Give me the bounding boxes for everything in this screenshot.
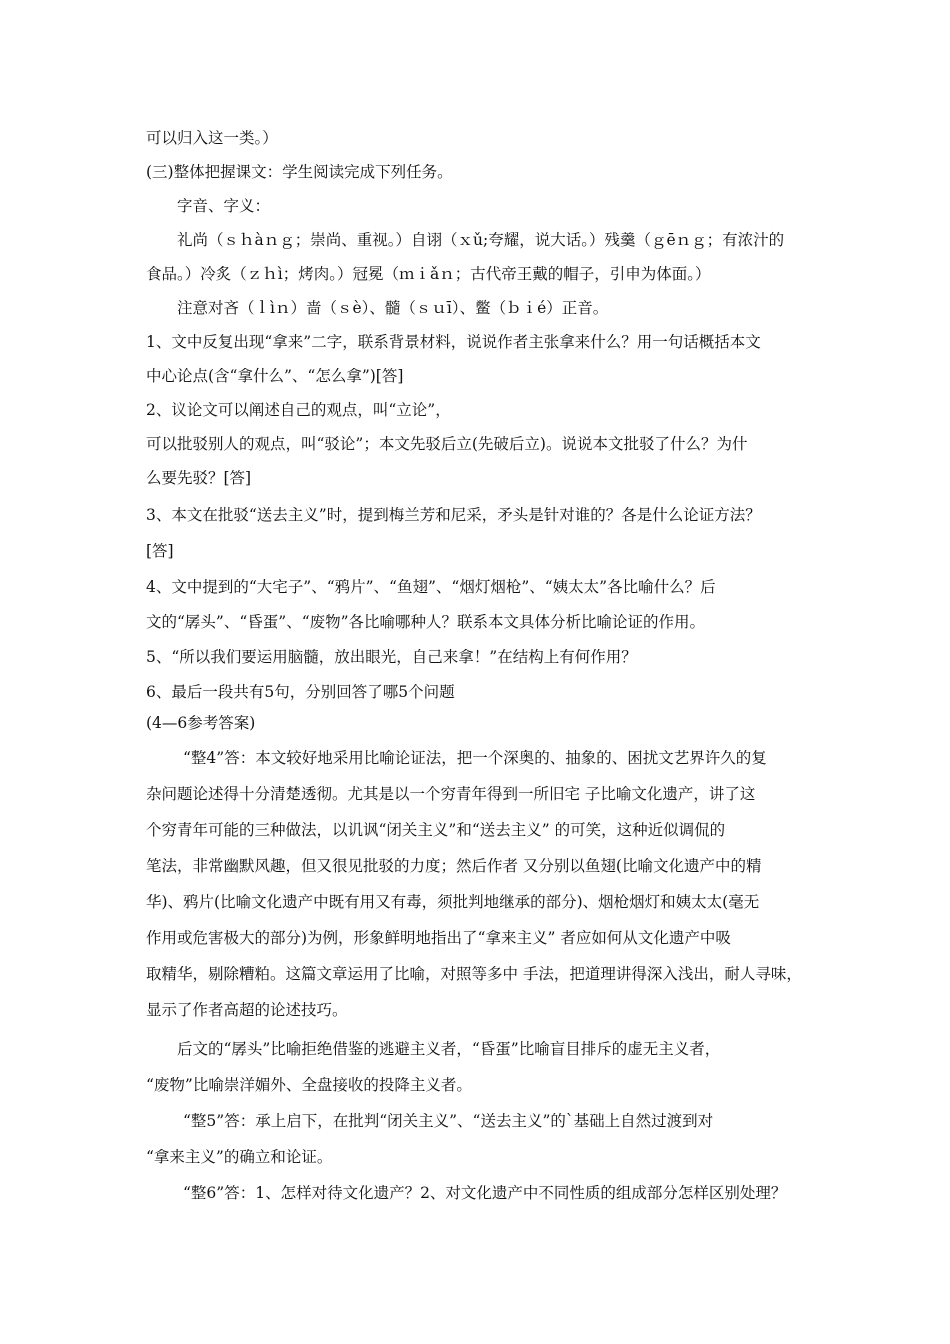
section-heading: (三)整体把握课文：学生阅读完成下列任务。 (146, 163, 453, 181)
text-line: 食品。）冷炙（ｚｈì；烤肉。）冠冕（ｍｉǎｎ；古代帝王戴的帽子，引申为体面。） (146, 265, 711, 283)
text-line: “整4”答：本文较好地采用比喻论证法，把一个深奥的、抽象的、困扰文艺界许久的复 (183, 749, 767, 767)
text-line: 可以归入这一类。） (146, 129, 278, 147)
question-2: 2、议论文可以阐述自己的观点，叫“立论”， (146, 401, 451, 419)
text-line: 显示了作者高超的论述技巧。 (146, 1001, 348, 1019)
text-line: 字音、字义： (177, 197, 271, 215)
text-line: 个穷青年可能的三种做法，以讥讽“闭关主义”和“送去主义” 的可笑，这种近似调侃的 (146, 821, 726, 839)
text-line: 作用或危害极大的部分)为例，形象鲜明地指出了“拿来主义” 者应如何从文化遗产中吸 (146, 929, 731, 947)
text-line: “整5”答：承上启下，在批判“闭关主义”、“送去主义”的`基础上自然过渡到对 (183, 1112, 714, 1130)
question-5: 5、“所以我们要运用脑髓，放出眼光，自己来拿！”在结构上有何作用？ (146, 648, 637, 666)
text-line: 文的“孱头”、“昏蛋”、“废物”各比喻哪种人？联系本文具体分析比喻论证的作用。 (146, 613, 706, 631)
text-line: “整6”答：1、怎样对待文化遗产？2、对文化遗产中不同性质的组成部分怎样区别处理？ (183, 1184, 787, 1202)
question-1: 1、文中反复出现“拿来”二字，联系背景材料，说说作者主张拿来什么？用一句话概括本文 (146, 333, 761, 351)
answer-heading: (4—6参考答案) (146, 714, 256, 732)
text-line: “拿来主义”的确立和论证。 (146, 1148, 333, 1166)
text-line: 取精华，剔除糟粕。这篇文章运用了比喻，对照等多中 手法，把道理讲得深入浅出，耐人寻味， (146, 965, 802, 983)
text-line: 杂问题论述得十分清楚透彻。尤其是以一个穷青年得到一所旧宅 子比喻文化遗产，讲了这 (146, 785, 756, 803)
text-line: 中心论点(含“拿什么”、“怎么拿”)[答] (146, 367, 404, 385)
text-line: 华)、鸦片(比喻文化遗产中既有用又有毒，须批判地继承的部分)、烟枪烟灯和姨太太(毫无 (146, 893, 760, 911)
text-line: [答] (146, 542, 174, 560)
question-3: 3、本文在批驳“送去主义”时，提到梅兰芳和尼采，矛头是针对谁的？各是什么论证方法？ (146, 506, 761, 524)
question-4: 4、文中提到的“大宅子”、“鸦片”、“鱼翅”、“烟灯烟枪”、“姨太太”各比喻什么？后 (146, 578, 716, 596)
text-line: 注意对吝（ｌìｎ）啬（ｓè）、髓（ｓｕī）、鳖（ｂｉé）正音。 (177, 299, 609, 317)
text-line: 后文的“孱头”比喻拒绝借鉴的逃避主义者，“昏蛋”比喻盲目排斥的虚无主义者， (177, 1040, 721, 1058)
text-line: 礼尚（ｓｈàｎｇ；崇尚、重视。）自诩（ｘǔ;夸耀，说大话。）残羹（ｇēｎｇ；有浓汁的 (177, 231, 785, 249)
question-6: 6、最后一段共有5句，分别回答了哪5个问题 (146, 683, 455, 701)
text-line: 笔法，非常幽默风趣，但又很见批驳的力度；然后作者 又分别以鱼翅(比喻文化遗产中的精 (146, 857, 762, 875)
text-line: 么要先驳？[答] (146, 469, 252, 487)
text-line: 可以批驳别人的观点，叫“驳论”；本文先驳后立(先破后立)。说说本文批驳了什么？为什 (146, 435, 748, 453)
text-line: “废物”比喻崇洋媚外、全盘接收的投降主义者。 (146, 1076, 472, 1094)
